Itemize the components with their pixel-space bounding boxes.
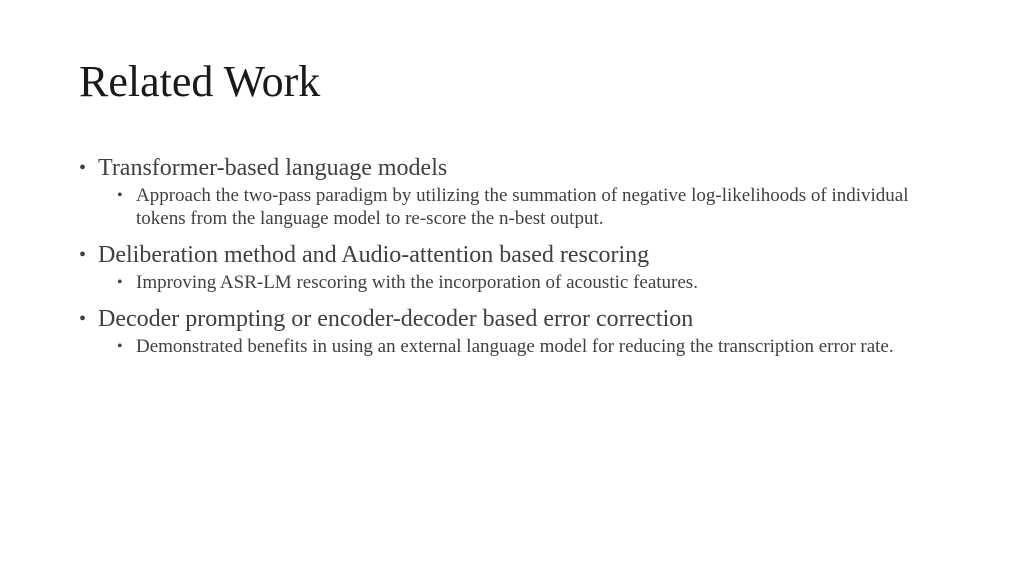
bullet-list xyxy=(79,152,959,358)
sub-bullet-decoder-prompting: • Demonstrated benefits in using an external language model for reducing the transcription error rate. xyxy=(136,335,946,358)
bullet-transformer-lm: • Transformer-based language models xyxy=(79,152,959,184)
bullet-decoder-prompting: • Decoder prompting or encoder-decoder based error correction xyxy=(79,303,959,335)
slide-title: Related Work xyxy=(79,57,321,106)
sub-bullet-transformer-lm: • Approach the two-pass paradigm by utilizing the summation of negative log-likelihoods of individual tokens from the language model to re-score the n-best output. xyxy=(136,184,946,230)
sub-bullet-deliberation: • Improving ASR-LM rescoring with the incorporation of acoustic features. xyxy=(136,271,946,294)
bullet-deliberation: • Deliberation method and Audio-attention based rescoring xyxy=(79,239,959,271)
